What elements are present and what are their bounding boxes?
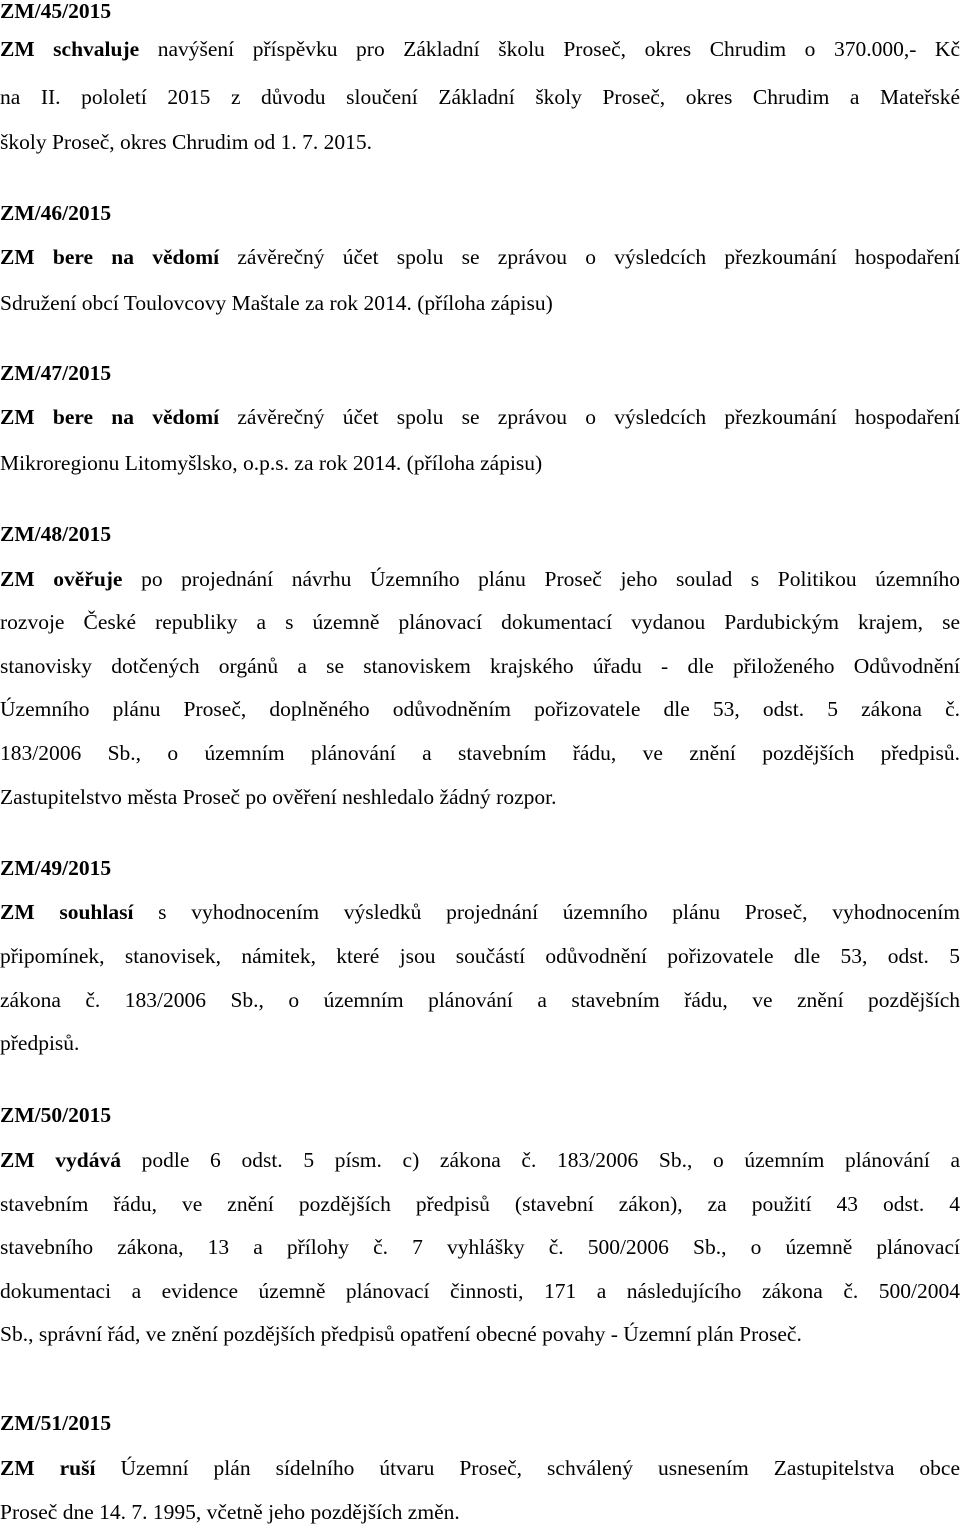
- resolution-text: podle 6 odst. 5 písm. c) zákona č. 183/2006 Sb., o územním plánování a: [121, 1148, 960, 1172]
- resolution-line: Proseč dne 14. 7. 1995, včetně jeho pozdějších změn.: [0, 1500, 460, 1524]
- resolution-keyword: ZM schvaluje: [0, 37, 140, 61]
- resolution-line: připomínek, stanovisek, námitek, které jsou součástí odůvodnění pořizovatele dle 53, odst. 5: [0, 944, 960, 968]
- resolution-keyword: ZM bere na vědomí: [0, 245, 220, 269]
- resolution-line: Sdružení obcí Toulovcovy Maštale za rok 2014. (příloha zápisu): [0, 291, 553, 315]
- resolution-line: 183/2006 Sb., o územním plánování a stavebním řádu, ve znění pozdějších předpisů.: [0, 741, 960, 765]
- resolution-text: Územní plán sídelního útvaru Proseč, schválený usnesením Zastupitelstva obce: [95, 1456, 960, 1480]
- resolution-heading: ZM/46/2015: [0, 201, 112, 225]
- resolution-line: předpisů.: [0, 1031, 80, 1055]
- resolution-text: navýšení příspěvku pro Základní školu Proseč, okres Chrudim o 370.000,- Kč: [139, 37, 960, 61]
- resolution-line: stanovisky dotčených orgánů a se stanoviskem krajského úřadu - dle přiloženého Odůvodnění: [0, 654, 960, 678]
- resolution-line: Zastupitelstvo města Proseč po ověření neshledalo žádný rozpor.: [0, 785, 557, 809]
- resolution-heading: ZM/50/2015: [0, 1103, 112, 1127]
- resolution-line: stavebního zákona, 13 a přílohy č. 7 vyhlášky č. 500/2006 Sb., o územně plánovací: [0, 1235, 960, 1259]
- resolution-line: rozvoje České republiky a s územně plánovací dokumentací vydanou Pardubickým krajem, se: [0, 610, 960, 634]
- resolution-heading: ZM/48/2015: [0, 522, 112, 546]
- resolution-line: [0, 404, 960, 430]
- resolution-keyword: ZM vydává: [0, 1148, 121, 1172]
- resolution-heading: ZM/51/2015: [0, 1411, 112, 1435]
- resolution-line: stavebním řádu, ve znění pozdějších předpisů (stavební zákon), za použití 43 odst. 4: [0, 1192, 960, 1216]
- resolution-line: [0, 899, 960, 925]
- resolution-line: Mikroregionu Litomyšlsko, o.p.s. za rok 2014. (příloha zápisu): [0, 451, 543, 475]
- resolution-line: [0, 566, 960, 592]
- resolution-line: [0, 244, 960, 270]
- resolution-line: zákona č. 183/2006 Sb., o územním plánování a stavebním řádu, ve znění pozdějších: [0, 988, 960, 1012]
- resolution-line: na II. pololetí 2015 z důvodu sloučení Základní školy Proseč, okres Chrudim a Mateřské: [0, 85, 960, 109]
- resolution-line: Sb., správní řád, ve znění pozdějších předpisů opatření obecné povahy - Územní plán Proseč.: [0, 1322, 802, 1346]
- resolution-text: závěrečný účet spolu se zprávou o výsledcích přezkoumání hospodaření: [219, 405, 960, 429]
- resolution-line: [0, 36, 960, 62]
- resolution-line: Územního plánu Proseč, doplněného odůvodněním pořizovatele dle 53, odst. 5 zákona č.: [0, 697, 960, 721]
- resolution-line: dokumentaci a evidence územně plánovací činnosti, 171 a následujícího zákona č. 500/2004: [0, 1279, 960, 1303]
- resolution-keyword: ZM ověřuje: [0, 567, 123, 591]
- resolution-text: po projednání návrhu Územního plánu Proseč jeho soulad s Politikou územního: [122, 567, 960, 591]
- resolution-heading: ZM/47/2015: [0, 361, 112, 385]
- resolution-heading: ZM/49/2015: [0, 856, 112, 880]
- resolution-keyword: ZM ruší: [0, 1456, 96, 1480]
- resolution-keyword: ZM bere na vědomí: [0, 405, 220, 429]
- resolution-line: [0, 1455, 960, 1481]
- resolution-text: s vyhodnocením výsledků projednání územního plánu Proseč, vyhodnocením: [133, 900, 960, 924]
- resolution-heading: ZM/45/2015: [0, 0, 112, 23]
- resolution-line: [0, 1147, 960, 1173]
- resolution-line: školy Proseč, okres Chrudim od 1. 7. 2015.: [0, 130, 373, 154]
- resolution-text: závěrečný účet spolu se zprávou o výsledcích přezkoumání hospodaření: [219, 245, 960, 269]
- resolution-keyword: ZM souhlasí: [0, 900, 134, 924]
